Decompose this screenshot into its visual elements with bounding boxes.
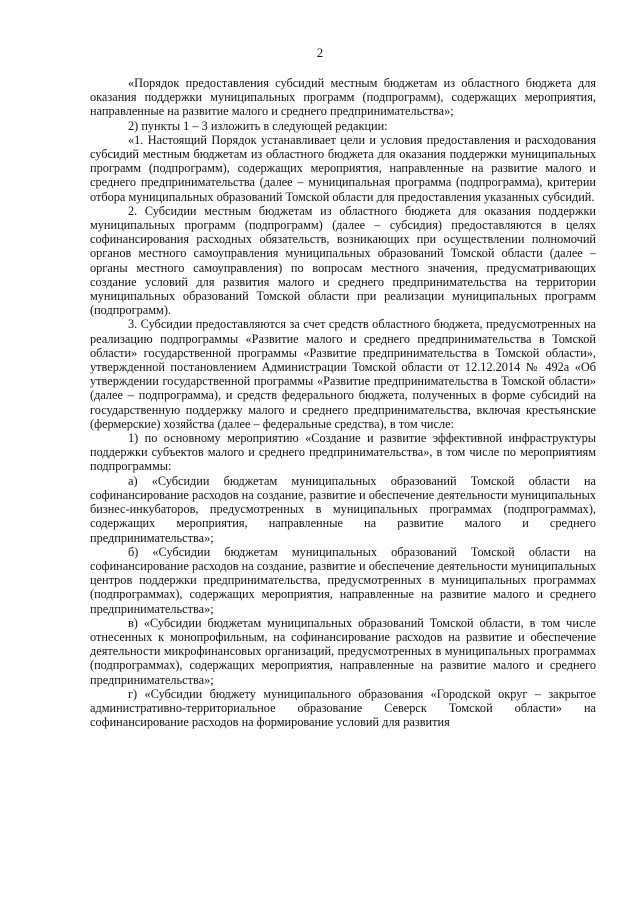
paragraph-clause-1: «1. Настоящий Порядок устанавливает цели и условия предоставления и расходования субсидий местным бюджетам из областного бюджета для оказания поддержки муниципальных программ (подпрограмм), содержащих мероприятия, направленные на развитие малого и среднего предпринимательства (далее – муниципальная программа (подпрограмма), критерии отбора муниципальных образований Томской области для предоставления указанных субсидий. (90, 132, 596, 204)
paragraph-subitem-a: а) «Субсидии бюджетам муниципальных образований Томской области на софинансирование расходов на создание, развитие и обеспечение деятельности муниципальных бизнес-инкубаторов, предусмотренных в муниципальных программах (подпрограммах), содержащих мероприятия, направленные на развитие малого и среднего предпринимательства»; (90, 473, 596, 545)
paragraph-subitem-b: б) «Субсидии бюджетам муниципальных образований Томской области на софинансирование расходов на создание, развитие и обеспечение деятельности муниципальных центров поддержки предпринимательства, предусмотренных в муниципальных программах (подпрограммах), содержащих мероприятия, направленные на развитие малого и среднего предпринимательства»; (90, 544, 596, 616)
paragraph-clause-3: 3. Субсидии предоставляются за счет средств областного бюджета, предусмотренных на реализацию подпрограммы «Развитие малого и среднего предпринимательства в Томской области» государственной программы «Развитие предпринимательства в Томской области», утвержденной постановлением Администрации Томской области от 12.12.2014 № 492а «Об утверждении государственной программы «Развитие предпринимательства в Томской области» (далее – подпрограмма), и средств федерального бюджета, полученных в форме субсидий на государственную поддержку малого и среднего предпринимательства, включая крестьянские (фермерские) хозяйства (далее – федеральные средства), в том числе: (90, 317, 596, 431)
paragraph-subitem-g: г) «Субсидии бюджету муниципального образования «Городской округ – закрытое административно-территориальное образование Северск Томской области» на софинансирование расходов на формирование условий для развития (90, 686, 596, 730)
paragraph-amendment-intro: 2) пункты 1 – 3 изложить в следующей редакции: (128, 118, 388, 133)
paragraph-subitem-v: в) «Субсидии бюджетам муниципальных образований Томской области, в том числе отнесенных к монопрофильным, на софинансирование расходов на развитие и обеспечение деятельности микрофинансовых организаций, предусмотренных в муниципальных программах (подпрограммах), содержащих мероприятия, направленные на развитие малого и среднего предпринимательства»; (90, 615, 596, 687)
paragraph-item-1: 1) по основному мероприятию «Создание и развитие эффективной инфраструктуры поддержки субъектов малого и среднего предпринимательства», в том числе по мероприятиям подпрограммы: (90, 431, 596, 474)
paragraph-order-title: «Порядок предоставления субсидий местным бюджетам из областного бюджета для оказания поддержки муниципальных программ (подпрограмм), содержащих мероприятия, направленные на развитие малого и среднего предпринимательства»; (90, 76, 596, 119)
paragraph-clause-2: 2. Субсидии местным бюджетам из областного бюджета для оказания поддержки муниципальных программ (подпрограмм) (далее – субсидия) предоставляются в целях софинансирования расходных обязательств, возникающих при осуществлении полномочий органов местного самоуправления муниципальных образований Томской области (далее – органы местного самоуправления) по вопросам местного значения, предусматривающих создание условий для развития малого и среднего предпринимательства на территории муниципальных образований Томской области при реализации муниципальных программ (подпрограмм). (90, 203, 596, 318)
page-number: 2 (316, 46, 324, 60)
document-body (90, 76, 596, 729)
